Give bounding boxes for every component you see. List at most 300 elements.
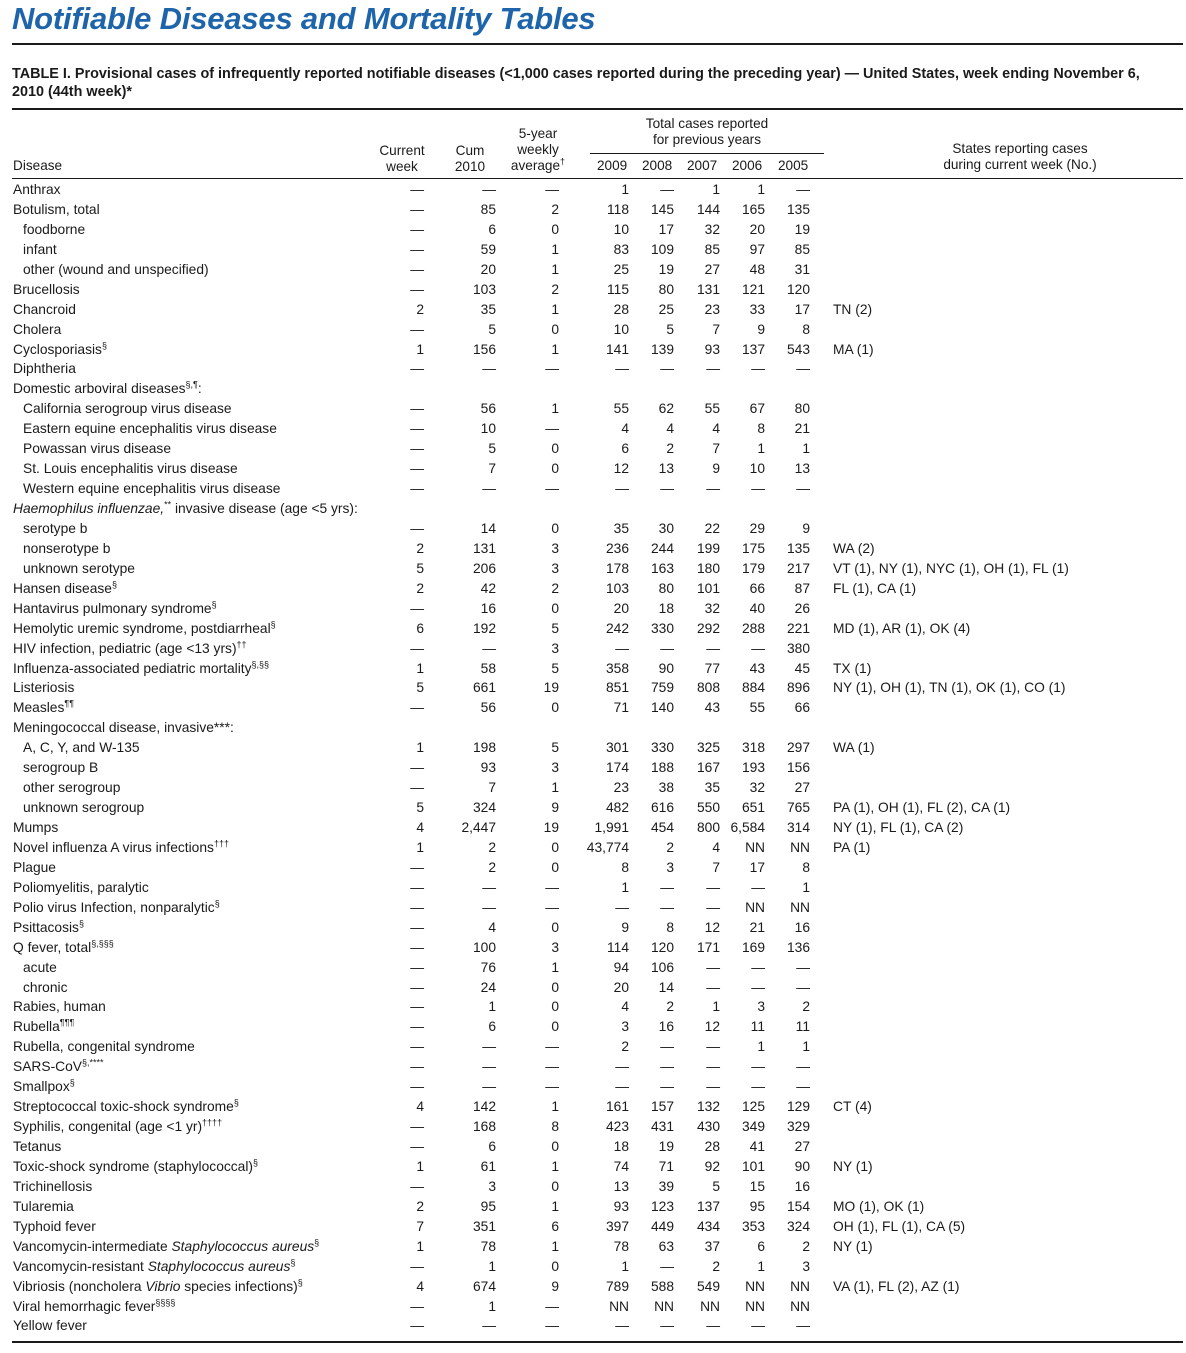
cases-2006-cell: 175 <box>741 540 765 556</box>
disease-name: Syphilis, congenital (age <1 yr)†††† <box>13 1117 223 1135</box>
cases-2009-cell: 358 <box>605 660 629 676</box>
table-row <box>0 340 1186 360</box>
five-year-average-cell: 0 <box>551 1178 559 1194</box>
cases-2009-cell: 10 <box>613 221 629 237</box>
cases-2007-cell: 5 <box>712 1178 720 1194</box>
cum-2010-cell: — <box>482 879 496 895</box>
header-group-line2: for previous years <box>652 132 762 147</box>
disease-name: Yellow fever <box>13 1318 87 1334</box>
five-year-average-cell: 1 <box>551 341 559 357</box>
cases-2005-cell: 19 <box>794 221 810 237</box>
five-year-average-cell: 0 <box>551 700 559 716</box>
cases-2009-cell: 236 <box>605 540 629 556</box>
five-year-average-cell: 1 <box>551 780 559 796</box>
cases-2009-cell: 242 <box>605 620 629 636</box>
disease-name: Measles¶¶ <box>13 698 75 716</box>
current-week-cell: — <box>410 1258 424 1274</box>
cases-2007-cell: 9 <box>712 461 720 477</box>
table-row <box>0 778 1186 798</box>
cases-2005-cell: 2 <box>802 1238 810 1254</box>
cases-2009-cell: 851 <box>605 680 629 696</box>
disease-name: California serogroup virus disease <box>23 401 232 417</box>
table-row <box>0 399 1186 419</box>
cases-2006-cell: 165 <box>741 201 765 217</box>
five-year-average-cell: 19 <box>543 680 559 696</box>
disease-name: Viral hemorrhagic fever§§§§ <box>13 1296 176 1314</box>
table-row <box>0 718 1186 738</box>
cases-2006-cell: 48 <box>749 261 765 277</box>
cases-2006-cell: 97 <box>749 241 765 257</box>
current-week-cell: — <box>410 1119 424 1135</box>
current-week-cell: — <box>410 461 424 477</box>
table-row <box>0 539 1186 559</box>
five-year-average-cell: — <box>545 1079 559 1095</box>
cases-2008-cell: — <box>660 899 674 915</box>
cases-2009-cell: 55 <box>613 401 629 417</box>
cum-2010-cell: 20 <box>480 261 496 277</box>
cases-2009-cell: — <box>615 899 629 915</box>
cases-2006-cell: 15 <box>749 1178 765 1194</box>
cases-2008-cell: 157 <box>650 1099 674 1115</box>
cases-2007-cell: 171 <box>696 939 720 955</box>
cases-2007-cell: 32 <box>704 221 720 237</box>
current-week-cell: 1 <box>416 341 424 357</box>
five-year-average-cell: 1 <box>551 1099 559 1115</box>
cases-2006-cell: 651 <box>741 800 765 816</box>
cases-2008-cell: — <box>660 1258 674 1274</box>
cum-2010-cell: 100 <box>472 939 496 955</box>
cases-2005-cell: — <box>796 182 810 197</box>
cases-2008-cell: 330 <box>650 740 674 756</box>
five-year-average-cell: 0 <box>551 441 559 457</box>
five-year-average-cell: 5 <box>551 620 559 636</box>
cases-2008-cell: 145 <box>650 201 674 217</box>
cases-2008-cell: — <box>660 879 674 895</box>
five-year-average-cell: 1 <box>551 959 559 975</box>
cases-2009-cell: 94 <box>613 959 629 975</box>
disease-name: SARS-CoV§,**** <box>13 1057 104 1075</box>
five-year-average-cell: 3 <box>551 540 559 556</box>
current-week-cell: — <box>410 1318 424 1334</box>
table-row <box>0 798 1186 818</box>
cases-2005-cell: 87 <box>794 580 810 596</box>
cum-2010-cell: 206 <box>472 560 496 576</box>
current-week-cell: — <box>410 1019 424 1035</box>
current-week-cell: — <box>410 221 424 237</box>
cases-2008-cell: 17 <box>658 221 674 237</box>
disease-name: HIV infection, pediatric (age <13 yrs)†† <box>13 638 247 656</box>
footnote-marker: § <box>290 1257 296 1268</box>
table-row <box>0 479 1186 499</box>
cum-2010-cell: 56 <box>480 401 496 417</box>
header-states-reporting <box>900 141 1140 173</box>
cases-2009-cell: 103 <box>605 580 629 596</box>
cases-2009-cell: 6 <box>621 441 629 457</box>
cases-2006-cell: 11 <box>750 1019 765 1035</box>
disease-name: Haemophilus influenzae,** invasive disease (age <5 yrs): <box>13 499 358 516</box>
cases-2005-cell: 154 <box>786 1198 810 1214</box>
disease-name: Toxic-shock syndrome (staphylococcal)§ <box>13 1157 259 1174</box>
table-row <box>0 1157 1186 1177</box>
current-week-cell: — <box>410 939 424 955</box>
cases-2005-cell: 66 <box>794 700 810 716</box>
current-week-cell: 1 <box>416 660 424 676</box>
disease-name: unknown serogroup <box>23 800 145 816</box>
disease-name: St. Louis encephalitis virus disease <box>23 461 238 477</box>
cases-2005-cell: 90 <box>794 1158 810 1174</box>
table-body <box>0 180 1186 1336</box>
cases-2008-cell: 80 <box>658 580 674 596</box>
current-week-cell: — <box>410 919 424 935</box>
cases-2008-cell: NN <box>654 1298 674 1314</box>
cases-2005-cell: 8 <box>802 321 810 337</box>
cases-2007-cell: 808 <box>696 680 720 696</box>
five-year-average-cell: — <box>545 1059 559 1075</box>
cases-2006-cell: NN <box>745 899 765 915</box>
cases-2006-cell: — <box>751 481 765 497</box>
cases-2005-cell: 221 <box>786 620 810 636</box>
header-year-2005: 2005 <box>778 158 809 173</box>
five-year-average-cell: — <box>545 1298 559 1314</box>
cases-2009-cell: 10 <box>613 321 629 337</box>
footnote-marker: § <box>78 918 84 929</box>
cases-2006-cell: NN <box>745 1298 765 1314</box>
cum-2010-cell: 142 <box>472 1099 496 1115</box>
cases-2009-cell: 13 <box>613 1178 629 1194</box>
cases-2008-cell: 431 <box>650 1119 674 1135</box>
cases-2006-cell: 43 <box>749 660 765 676</box>
cases-2005-cell: NN <box>790 839 810 855</box>
header-states-line2: during current week (No.) <box>943 157 1097 172</box>
current-week-cell: — <box>410 182 424 197</box>
current-week-cell: — <box>410 859 424 875</box>
five-year-average-cell: 0 <box>551 1019 559 1035</box>
five-year-average-cell: — <box>545 1039 559 1055</box>
five-year-average-cell: — <box>545 182 559 197</box>
cases-2009-cell: 4 <box>621 999 629 1015</box>
states-reporting-cell: NY (1), OH (1), TN (1), OK (1), CO (1) <box>833 680 1066 696</box>
disease-name: Tetanus <box>13 1139 62 1154</box>
header-year-2006: 2006 <box>732 158 763 173</box>
five-year-average-cell: 0 <box>551 321 559 337</box>
current-week-cell: — <box>410 979 424 995</box>
cases-2007-cell: 180 <box>696 560 720 576</box>
header-previous-years-group <box>590 116 824 148</box>
footnote-marker: ** <box>164 499 172 510</box>
cases-2009-cell: 1,991 <box>594 820 629 835</box>
table-row <box>0 1037 1186 1057</box>
disease-name: Anthrax <box>13 182 61 197</box>
table-row <box>0 1197 1186 1217</box>
cases-2007-cell: — <box>706 1039 720 1055</box>
states-reporting-cell: MD (1), AR (1), OK (4) <box>833 620 971 636</box>
cases-2005-cell: 217 <box>786 560 810 576</box>
states-reporting-cell: PA (1) <box>833 839 871 855</box>
cases-2009-cell: 118 <box>607 201 629 217</box>
current-week-cell: — <box>410 401 424 417</box>
cum-2010-cell: 2 <box>488 839 496 855</box>
disease-name: foodborne <box>23 221 86 237</box>
cases-2006-cell: 9 <box>757 321 765 337</box>
cases-2006-cell: — <box>751 361 765 377</box>
current-week-cell: — <box>410 421 424 437</box>
current-week-cell: 7 <box>416 1218 424 1234</box>
cases-2007-cell: 77 <box>704 660 720 676</box>
cases-2008-cell: 588 <box>650 1278 674 1294</box>
header-avg-line3: average <box>510 158 561 173</box>
table-header <box>0 110 1186 178</box>
five-year-average-cell: 3 <box>551 560 559 576</box>
cases-2008-cell: 759 <box>650 680 674 696</box>
cases-2009-cell: — <box>615 481 629 497</box>
cum-2010-cell: — <box>482 361 496 377</box>
cases-2007-cell: 7 <box>712 321 720 337</box>
table-row <box>0 459 1186 479</box>
cases-2008-cell: 19 <box>658 261 674 277</box>
year-group-divider <box>590 153 824 154</box>
cases-2008-cell: 139 <box>650 341 674 357</box>
five-year-average-cell: 3 <box>551 760 559 776</box>
cases-2008-cell: 8 <box>666 919 674 935</box>
five-year-average-cell: 6 <box>551 1218 559 1234</box>
disease-name: Domestic arboviral diseases§,¶: <box>13 379 202 397</box>
current-week-cell: — <box>410 201 424 217</box>
table-row <box>0 918 1186 938</box>
disease-name: Hantavirus pulmonary syndrome§ <box>13 599 217 616</box>
cases-2006-cell: 169 <box>741 939 765 955</box>
cases-2008-cell: — <box>660 182 674 197</box>
cum-2010-cell: 131 <box>472 540 496 556</box>
table-caption: TABLE I. Provisional cases of infrequently reported notifiable diseases (<1,000 cases reported during the preceding year) — United States, week ending November 6, 2010 (44th week)* <box>12 66 1140 100</box>
cases-2009-cell: 12 <box>613 461 629 477</box>
cases-2008-cell: 2 <box>666 441 674 457</box>
cases-2008-cell: 244 <box>650 540 674 556</box>
five-year-average-cell: 0 <box>551 839 559 855</box>
disease-name: Eastern equine encephalitis virus disease <box>23 421 277 437</box>
cum-2010-cell: — <box>482 481 496 497</box>
cases-2006-cell: — <box>751 1059 765 1075</box>
table-row <box>0 659 1186 679</box>
cases-2009-cell: 141 <box>605 341 629 357</box>
five-year-average-cell: 1 <box>551 1238 559 1254</box>
cases-2008-cell: — <box>660 640 674 656</box>
five-year-average-cell: — <box>545 1318 559 1334</box>
page-title: Notifiable Diseases and Mortality Tables <box>12 1 596 36</box>
cases-2008-cell: 123 <box>650 1198 674 1214</box>
current-week-cell: — <box>410 1059 424 1075</box>
cases-2006-cell: — <box>751 879 765 895</box>
disease-name: Cyclosporiasis§ <box>13 339 107 357</box>
five-year-average-cell: 2 <box>551 580 559 596</box>
cases-2006-cell: 349 <box>741 1119 765 1135</box>
five-year-average-cell: 0 <box>551 520 559 536</box>
cases-2009-cell: 93 <box>613 1198 629 1214</box>
table-row <box>0 1077 1186 1097</box>
header-cum-line2: 2010 <box>454 159 486 174</box>
header-divider <box>12 178 1183 179</box>
five-year-average-cell: — <box>545 361 559 377</box>
cases-2008-cell: 188 <box>650 760 674 776</box>
cases-2007-cell: 55 <box>704 401 720 417</box>
cases-2007-cell: 1 <box>712 182 720 197</box>
cases-2006-cell: 20 <box>749 221 765 237</box>
states-reporting-cell: WA (2) <box>833 540 875 556</box>
footnote-marker: §§§§ <box>155 1296 176 1307</box>
table-row <box>0 1237 1186 1257</box>
table-row <box>0 878 1186 898</box>
cases-2007-cell: 35 <box>704 780 720 796</box>
five-year-average-cell: — <box>545 899 559 915</box>
cases-2005-cell: 80 <box>794 401 810 417</box>
cases-2007-cell: 550 <box>696 800 720 816</box>
cases-2005-cell: 13 <box>794 461 810 477</box>
disease-name: Powassan virus disease <box>23 441 172 457</box>
cases-2007-cell: 27 <box>704 261 720 277</box>
cases-2009-cell: 28 <box>613 301 629 317</box>
table-bottom-divider <box>12 1341 1183 1343</box>
five-year-average-cell: 19 <box>543 820 559 835</box>
cases-2009-cell: — <box>615 1318 629 1334</box>
header-avg-footnote: † <box>560 156 566 167</box>
cases-2005-cell: 17 <box>794 301 810 317</box>
cases-2009-cell: 114 <box>607 939 629 955</box>
cases-2007-cell: — <box>706 959 720 975</box>
header-states-line1: States reporting cases <box>952 141 1088 156</box>
table-row <box>0 499 1186 519</box>
cases-2005-cell: 324 <box>786 1218 810 1234</box>
five-year-average-cell: 0 <box>551 461 559 477</box>
current-week-cell: — <box>410 1039 424 1055</box>
cases-2006-cell: NN <box>745 839 765 855</box>
cases-2005-cell: — <box>796 1059 810 1075</box>
cases-2007-cell: 23 <box>704 301 720 317</box>
five-year-average-cell: 3 <box>551 939 559 955</box>
disease-name: unknown serotype <box>23 560 135 576</box>
cases-2009-cell: NN <box>609 1298 629 1314</box>
cases-2006-cell: 6 <box>757 1238 765 1254</box>
cases-2007-cell: 199 <box>696 540 720 556</box>
cases-2005-cell: 1 <box>802 1039 810 1055</box>
cases-2006-cell: 67 <box>749 401 765 417</box>
header-cum-2010 <box>444 143 496 175</box>
cases-2007-cell: 549 <box>696 1278 720 1294</box>
current-week-cell: 5 <box>416 800 424 816</box>
cum-2010-cell: 93 <box>480 760 496 776</box>
disease-name: Cholera <box>13 321 62 337</box>
cases-2005-cell: 329 <box>786 1119 810 1135</box>
cum-2010-cell: 85 <box>480 201 496 217</box>
cases-2007-cell: 12 <box>704 919 720 935</box>
cases-2006-cell: 29 <box>749 520 765 536</box>
cases-2008-cell: 80 <box>658 281 674 297</box>
footnote-marker: ¶¶ <box>64 698 75 709</box>
table-row <box>0 359 1186 379</box>
cases-2005-cell: — <box>796 361 810 377</box>
five-year-average-cell: 1 <box>551 401 559 417</box>
cases-2008-cell: — <box>660 1318 674 1334</box>
cum-2010-cell: 35 <box>480 301 496 317</box>
cases-2008-cell: 19 <box>658 1139 674 1154</box>
cases-2007-cell: — <box>706 979 720 995</box>
cases-2006-cell: 41 <box>749 1139 765 1154</box>
cases-2005-cell: 896 <box>786 680 810 696</box>
five-year-average-cell: 8 <box>551 1119 559 1135</box>
five-year-average-cell: 0 <box>551 979 559 995</box>
current-week-cell: — <box>410 959 424 975</box>
cases-2008-cell: 30 <box>658 520 674 536</box>
cases-2007-cell: 7 <box>712 859 720 875</box>
current-week-cell: — <box>410 241 424 257</box>
states-reporting-cell: CT (4) <box>833 1099 872 1115</box>
table-row <box>0 698 1186 718</box>
cases-2009-cell: — <box>615 1059 629 1075</box>
five-year-average-cell: 0 <box>551 1139 559 1154</box>
cum-2010-cell: 156 <box>472 341 496 357</box>
disease-name: Brucellosis <box>13 281 80 297</box>
current-week-cell: 2 <box>416 1198 424 1214</box>
cases-2007-cell: — <box>706 1318 720 1334</box>
footnote-marker: §,§§ <box>251 658 270 669</box>
footnote-marker: § <box>253 1157 259 1168</box>
cases-2007-cell: 292 <box>696 620 720 636</box>
table-row <box>0 559 1186 579</box>
cases-2009-cell: 20 <box>613 979 629 995</box>
disease-name: Rabies, human <box>13 999 106 1015</box>
footnote-marker: ††† <box>213 838 229 849</box>
cases-2005-cell: 16 <box>794 919 810 935</box>
cases-2009-cell: 4 <box>621 421 629 437</box>
cases-2005-cell: 31 <box>794 261 810 277</box>
cases-2007-cell: 37 <box>704 1238 720 1254</box>
cases-2009-cell: 20 <box>613 600 629 616</box>
table-row <box>0 1097 1186 1117</box>
cum-2010-cell: — <box>482 1318 496 1334</box>
states-reporting-cell: TN (2) <box>833 301 873 317</box>
table-row <box>0 180 1186 200</box>
current-week-cell: — <box>410 1079 424 1095</box>
cases-2005-cell: — <box>796 481 810 497</box>
cases-2005-cell: 136 <box>786 939 810 955</box>
disease-name: Hansen disease§ <box>13 579 117 596</box>
disease-name: Mumps <box>13 820 59 835</box>
cum-2010-cell: 6 <box>488 1139 496 1154</box>
header-current-week <box>370 143 434 175</box>
cases-2008-cell: 38 <box>658 780 674 796</box>
cases-2007-cell: 137 <box>696 1198 720 1214</box>
current-week-cell: 2 <box>416 301 424 317</box>
current-week-cell: — <box>410 780 424 796</box>
cases-2006-cell: 125 <box>741 1099 765 1115</box>
cases-2009-cell: 789 <box>605 1278 629 1294</box>
cases-2005-cell: — <box>796 979 810 995</box>
table-row <box>0 1137 1186 1157</box>
cases-2006-cell: 193 <box>741 760 765 776</box>
cases-2008-cell: 39 <box>658 1178 674 1194</box>
cum-2010-cell: — <box>482 182 496 197</box>
table-row <box>0 320 1186 340</box>
cases-2008-cell: 2 <box>666 999 674 1015</box>
current-week-cell: — <box>410 899 424 915</box>
cases-2006-cell: 32 <box>749 780 765 796</box>
table-row <box>0 300 1186 320</box>
table-row <box>0 240 1186 260</box>
cases-2006-cell: 353 <box>741 1218 765 1234</box>
current-week-cell: 4 <box>416 1099 424 1115</box>
footnote-marker: § <box>69 1077 75 1088</box>
states-reporting-cell: NY (1), FL (1), CA (2) <box>833 820 964 835</box>
cases-2009-cell: — <box>615 361 629 377</box>
current-week-cell: — <box>410 1298 424 1314</box>
